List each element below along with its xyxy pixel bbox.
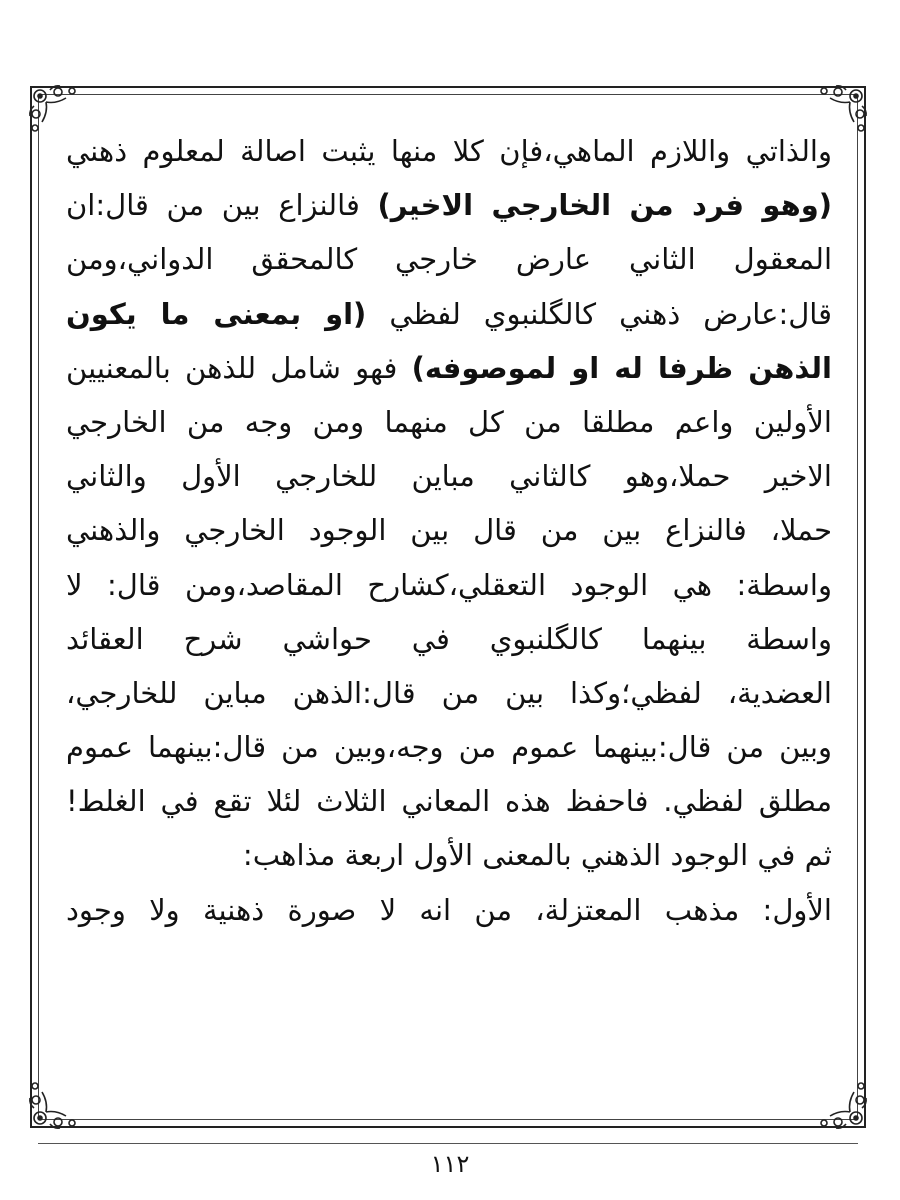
line-bold-text: (وهو فرد من الخارجي الاخير) bbox=[377, 188, 832, 223]
line-text: واسطة: هي الوجود التعقلي،كشارح المقاصد،ومن قال: لا bbox=[66, 567, 832, 602]
line-text: والذاتي واللازم الماهي،فإن كلا منها يثبت اصالة لمعلوم ذهني bbox=[66, 134, 832, 168]
text-line bbox=[66, 449, 832, 503]
text-line bbox=[66, 503, 832, 557]
text-line bbox=[66, 720, 832, 774]
text-line bbox=[66, 124, 832, 178]
line-text: الأول: مذهب المعتزلة، من انه لا صورة ذهنية ولا وجود bbox=[66, 892, 832, 927]
line-text: المعقول الثاني عارض خارجي كالمحقق الدواني،ومن bbox=[66, 242, 832, 277]
text-line bbox=[66, 774, 832, 828]
text-line bbox=[66, 178, 832, 232]
footer-rule bbox=[38, 1143, 858, 1144]
text-line bbox=[66, 395, 832, 449]
line-text: العضدية، لفظي؛وكذا بين من قال:الذهن مباين للخارجي، bbox=[66, 675, 832, 710]
text-line bbox=[66, 828, 832, 882]
line-text: وبين من قال:بينهما عموم من وجه،وبين من قال:بينهما عموم bbox=[66, 730, 832, 765]
line-bold-text: الذهن ظرفا له او لموصوفه) bbox=[411, 350, 832, 385]
text-line bbox=[66, 558, 832, 612]
line-text: فهو شامل للذهن بالمعنيين bbox=[66, 350, 412, 385]
text-line bbox=[66, 666, 832, 720]
floral-corner-icon bbox=[26, 1070, 88, 1132]
floral-corner-icon bbox=[808, 1070, 870, 1132]
line-text: الأولين واعم مطلقا من كل منهما ومن وجه من الخارجي bbox=[66, 404, 832, 439]
line-text: الاخير حملا،وهو كالثاني مباين للخارجي الأول والثاني bbox=[66, 459, 832, 494]
line-text: حملا، فالنزاع بين من قال بين الوجود الخارجي والذهني bbox=[66, 513, 832, 548]
text-line bbox=[66, 612, 832, 666]
line-text: واسطة بينهما كالگلنبوي في حواشي شرح العقائد bbox=[66, 621, 832, 656]
text-line bbox=[66, 232, 832, 286]
text-line bbox=[66, 883, 832, 937]
body-text bbox=[66, 124, 832, 937]
page-number: ١١٢ bbox=[430, 1150, 470, 1178]
line-text: قال:عارض ذهني كالگلنبوي لفظي bbox=[366, 296, 832, 331]
text-line bbox=[66, 287, 832, 341]
line-text: مطلق لفظي. فاحفظ هذه المعاني الثلاث لئلا تقع في الغلط! bbox=[66, 784, 832, 819]
line-bold-text: (او بمعنى ما يكون bbox=[66, 296, 367, 331]
text-line bbox=[66, 341, 832, 395]
line-text: ثم في الوجود الذهني بالمعنى الأول اربعة مذاهب: bbox=[242, 838, 832, 873]
line-text: فالنزاع بين من قال:ان bbox=[66, 188, 378, 223]
